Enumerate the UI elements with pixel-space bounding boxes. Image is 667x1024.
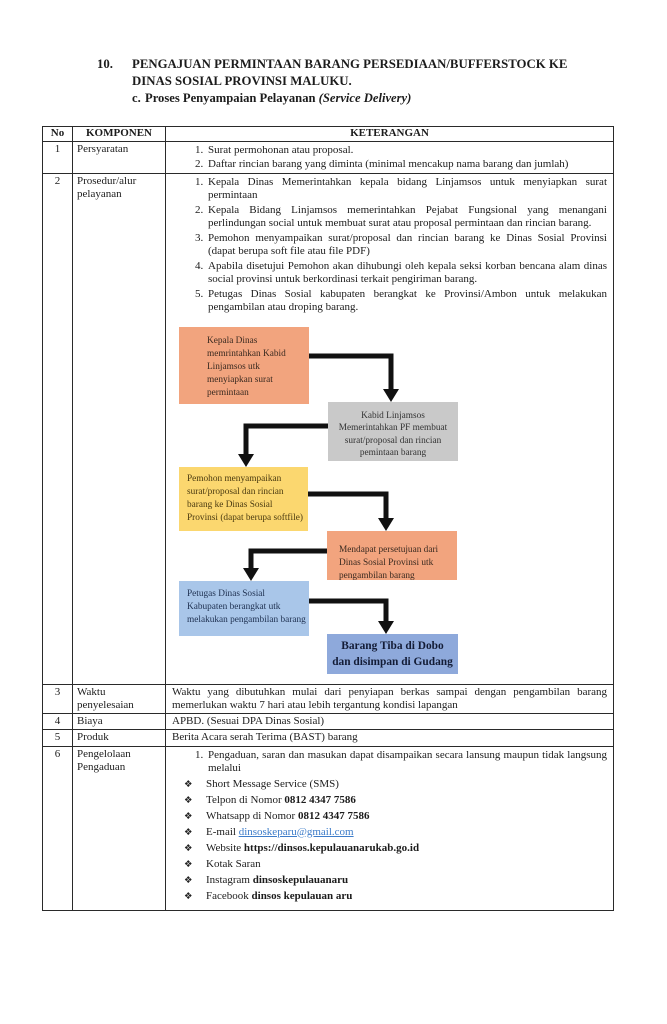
diamond-bullet-icon: ❖ [184, 810, 193, 822]
komponen-label: Pengelolaan Pengaduan [73, 746, 166, 910]
contact-label: Facebook [206, 889, 249, 902]
table-row-produk [43, 730, 614, 747]
col-header-no: No [43, 127, 73, 142]
col-header-komponen: KOMPONEN [73, 127, 166, 142]
list-item: 1. Surat permohonan atau proposal. [206, 144, 607, 158]
phone-number: 0812 4347 7586 [284, 793, 356, 806]
list-item: 2. Daftar rincian barang yang diminta (minimal mencakup nama barang dan jumlah) [206, 158, 607, 172]
contact-item-whatsapp [166, 809, 607, 825]
contact-label: Instagram [206, 873, 250, 886]
diamond-bullet-icon: ❖ [184, 890, 193, 902]
flow-box-pemohon: Pemohon menyampaikan surat/proposal dan rincian barang ke Dinas Sosial Provinsi (dapat berupa softfile) [179, 467, 308, 531]
keterangan-cell: Waktu yang dibutuhkan mulai dari penyiapan berkas sampai dengan pengambilan barang memerlukan waktu 7 hari atau lebih tergantung kondisi lapangan [166, 684, 614, 713]
contact-item-kotak-saran [166, 857, 607, 873]
komponen-label: Persyaratan [73, 141, 166, 173]
flow-box-petugas: Petugas Dinas Sosial Kabupaten berangkat utk melakukan pengambilan barang [179, 581, 309, 636]
contact-label: Whatsapp di Nomor [206, 809, 296, 822]
instagram-handle: dinsoskepulauanaru [252, 873, 349, 886]
diamond-bullet-icon: ❖ [184, 842, 193, 854]
table-row-persyaratan [43, 141, 614, 173]
diamond-bullet-icon: ❖ [184, 794, 193, 806]
flow-box-barang-tiba: Barang Tiba di Dobo dan disimpan di Gudang [327, 634, 458, 674]
arrowhead-icon [378, 518, 394, 531]
list-item: 2. Kepala Bidang Linjamsos memerintahkan Pejabat Fungsional yang menangani perlindungan social untuk membuat surat atau proposal permintaan dan rincian barang. [206, 204, 607, 231]
contact-item-telpon [166, 793, 607, 809]
komponen-label: Biaya [73, 713, 166, 730]
contact-item-sms [166, 777, 607, 793]
list-item: 1. Kepala Dinas Memerintahkan kepala bidang Linjamsos untuk menyiapkan surat permintaan [206, 176, 607, 203]
table-row-biaya [43, 713, 614, 730]
komponen-label: Prosedur/alur pelayanan [73, 173, 166, 684]
contact-item-instagram [166, 873, 607, 889]
list-item: 3. Pemohon menyampaikan surat/proposal dan rincian barang ke Dinas Sosial Provinsi (dapat berupa soft file atau file PDF) [206, 232, 607, 259]
contact-item-email [166, 825, 607, 841]
flow-box-kabid-linjamsos: Kabid Linjamsos Memerintahkan PF membuat surat/proposal dan rincian pemintaan barang [328, 402, 458, 461]
flow-arrow-1 [309, 356, 391, 390]
keterangan-cell [166, 746, 614, 910]
contact-label: E-mail [206, 825, 236, 838]
subtitle-italic: (Service Delivery) [318, 91, 412, 105]
whatsapp-number: 0812 4347 7586 [297, 809, 370, 822]
arrowhead-icon [243, 568, 259, 581]
flow-arrow-3 [308, 494, 386, 519]
contact-item-website [166, 841, 607, 857]
website-url: https://dinsos.kepulauanarukab.go.id [243, 841, 420, 854]
col-header-keterangan: KETERANGAN [166, 127, 614, 142]
list-item: 5. Petugas Dinas Sosial kabupaten berangkat ke Provinsi/Ambon untuk melakukan pengambilan atau droping barang. [206, 288, 607, 315]
contact-label: Website [206, 841, 242, 854]
facebook-handle: dinsos kepulauan aru [251, 889, 353, 902]
row-number: 6 [43, 746, 73, 910]
row-number: 1 [43, 141, 73, 173]
keterangan-cell: Berita Acara serah Terima (BAST) barang [166, 730, 614, 747]
subtitle-text: Proses Penyampaian Pelayanan [145, 91, 316, 105]
contact-label: Telpon di Nomor [206, 793, 282, 806]
keterangan-cell [166, 141, 614, 173]
section-heading [97, 56, 612, 107]
flow-arrow-2 [246, 426, 328, 455]
section-number: 10. [97, 57, 113, 71]
contact-item-facebook [166, 889, 607, 905]
flow-box-kepala-dinas: Kepala Dinas memrintahkan Kabid Linjamsos utk menyiapkan surat permintaan [179, 327, 309, 404]
email-link[interactable]: dinsoskeparu@gmail.com [238, 825, 354, 838]
page-subtitle [132, 90, 612, 107]
row-number: 3 [43, 684, 73, 713]
diamond-bullet-icon: ❖ [184, 874, 193, 886]
komponen-label: Produk [73, 730, 166, 747]
flow-box-persetujuan: Mendapat persetujuan dari Dinas Sosial Provinsi utk pengambilan barang [327, 531, 457, 580]
contact-label: Kotak Saran [206, 857, 261, 870]
diamond-bullet-icon: ❖ [184, 858, 193, 870]
header-row [43, 127, 614, 142]
arrowhead-icon [378, 621, 394, 634]
flow-arrow-4 [251, 551, 327, 569]
table-row-pengaduan [43, 746, 614, 910]
flow-arrow-5 [309, 601, 386, 622]
pengaduan-intro: 1. Pengaduan, saran dan masukan dapat disampaikan secara lansung maupun tidak langsung melalui [206, 749, 607, 776]
service-delivery-table [42, 126, 614, 911]
keterangan-cell: APBD. (Sesuai DPA Dinas Sosial) [166, 713, 614, 730]
process-flowchart [166, 322, 614, 685]
keterangan-cell [166, 173, 614, 684]
arrowhead-icon [238, 454, 254, 467]
contact-label: Short Message Service (SMS) [206, 777, 339, 790]
arrowhead-icon [383, 389, 399, 402]
page-title: PENGAJUAN PERMINTAAN BARANG PERSEDIAAN/BUFFERSTOCK KE [132, 57, 568, 71]
list-item: 4. Apabila disetujui Pemohon akan dihubungi oleh kepala seksi korban bencana alam dinas social provinsi untuk berkordinasi terkait pengiriman barang. [206, 260, 607, 287]
row-number: 4 [43, 713, 73, 730]
row-number: 5 [43, 730, 73, 747]
page-title-line2: DINAS SOSIAL PROVINSI MALUKU. [132, 74, 352, 88]
diamond-bullet-icon: ❖ [184, 778, 193, 790]
subtitle-letter: c. [132, 91, 141, 105]
diamond-bullet-icon: ❖ [184, 826, 193, 838]
row-number: 2 [43, 173, 73, 684]
table-row-prosedur [43, 173, 614, 684]
komponen-label: Waktu penyelesaian [73, 684, 166, 713]
table-row-waktu [43, 684, 614, 713]
